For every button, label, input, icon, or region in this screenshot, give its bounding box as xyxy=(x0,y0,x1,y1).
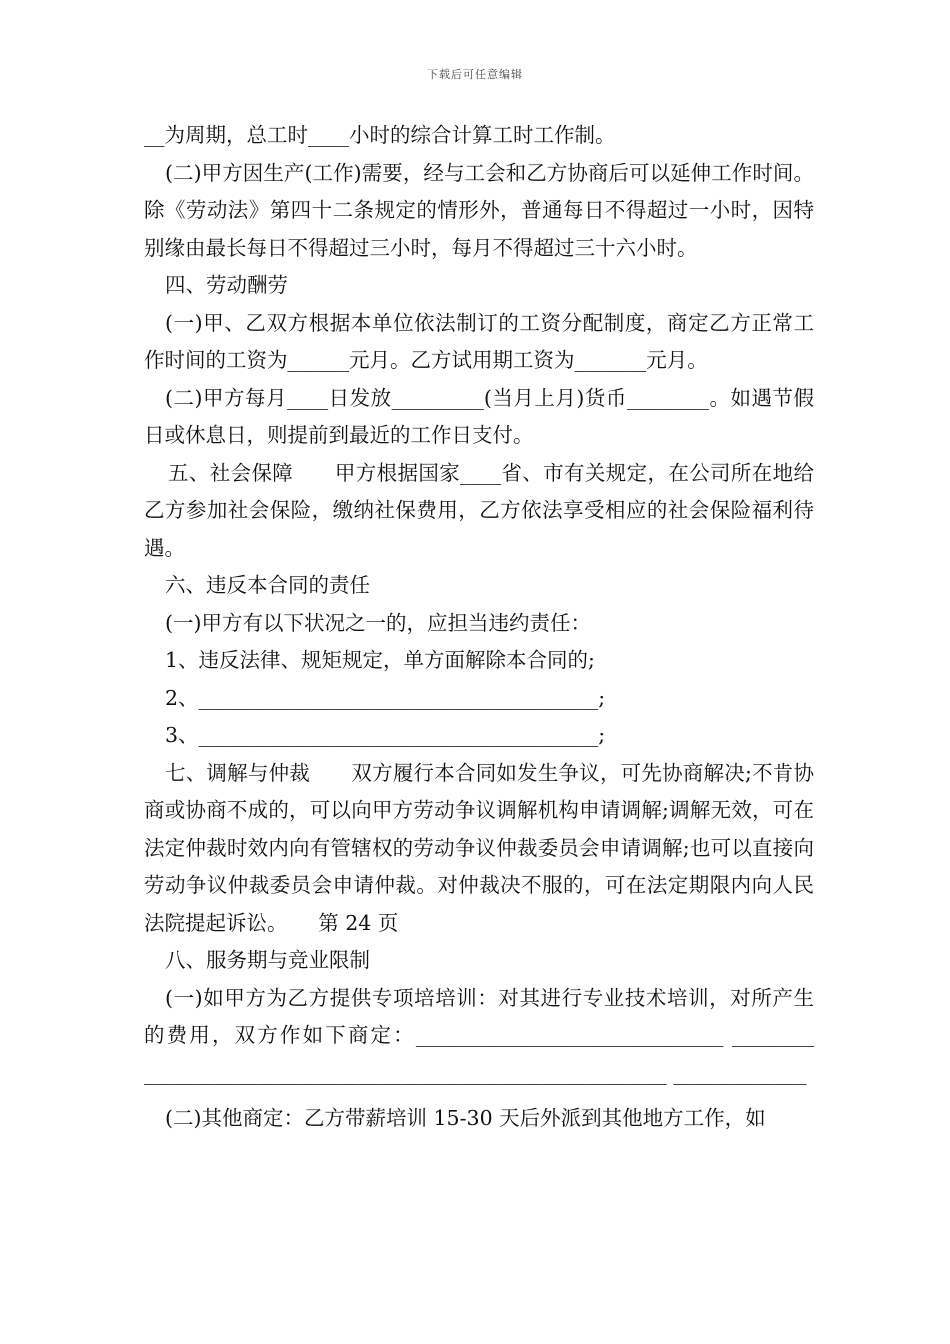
section-heading-remuneration: 四、劳动酬劳 xyxy=(165,273,288,297)
section-heading-service-period: 八、服务期与竞业限制 xyxy=(165,948,370,972)
section-heading-liability: 六、违反本合同的责任 xyxy=(165,573,370,597)
page-header: 下载后可任意编辑 xyxy=(427,68,523,81)
paragraph-liability-intro: (一)甲方有以下状况之一的，应担当违约责任： xyxy=(165,610,591,635)
paragraph-salary: (一)甲、乙双方根据本单位依法制订的工资分配制度，商定乙方正常工作时间的工资为______元月。乙方试用期工资为_______元月。 xyxy=(144,310,814,372)
list-item-liability-3: 3、_______________________________________; xyxy=(165,723,606,747)
paragraph-social-security: 五、社会保障 甲方根据国家____省、市有关规定，在公司所在地给乙方参加社会保险，缴纳社保费用，乙方依法享受相应的社会保险福利待遇。 xyxy=(144,460,814,560)
document-body xyxy=(144,117,821,1138)
list-item-liability-2: 2、_______________________________________; xyxy=(165,685,606,710)
paragraph-overtime: (二)甲方因生产(工作)需要，经与工会和乙方协商后可以延伸工作时间。除《劳动法》第四十二条规定的情形外，普通每日不得超过一小时，因特别缘由最长每日不得超过三小时，每月不得超过三十六小时。 xyxy=(144,160,814,260)
paragraph-training: (一)如甲方为乙方提供专项培培训：对其进行专业技术培训，对所产生的费用，双方作如下商定：______________________________ ________ ___________________________________________________ _____________ xyxy=(144,985,821,1085)
paragraph-other-agreements: (二)其他商定：乙方带薪培训 15-30 天后外派到其他地方工作，如 xyxy=(165,1106,766,1130)
paragraph-mediation-arbitration: 七、调解与仲裁 双方履行本合同如发生争议，可先协商解决;不肯协商或协商不成的，可以向甲方劳动争议调解机构申请调解;调解无效，可在法定仲裁时效内向有管辖权的劳动争议仲裁委员会申请调解;也可以直接向劳动争议仲裁委员会申请仲裁。对仲裁决不服的，可在法定期限内向人民法院提起诉讼。 第 24 页 xyxy=(144,760,814,935)
paragraph-payday: (二)甲方每月____日发放_________(当月上月)货币________。如遇节假日或休息日，则提前到最近的工作日支付。 xyxy=(144,385,814,447)
paragraph-work-hours-cycle: __为周期，总工时____小时的综合计算工时工作制。 xyxy=(144,123,616,147)
list-item-liability-1: 1、违反法律、规矩规定，单方面解除本合同的; xyxy=(165,648,595,672)
spacer xyxy=(144,1092,814,1100)
